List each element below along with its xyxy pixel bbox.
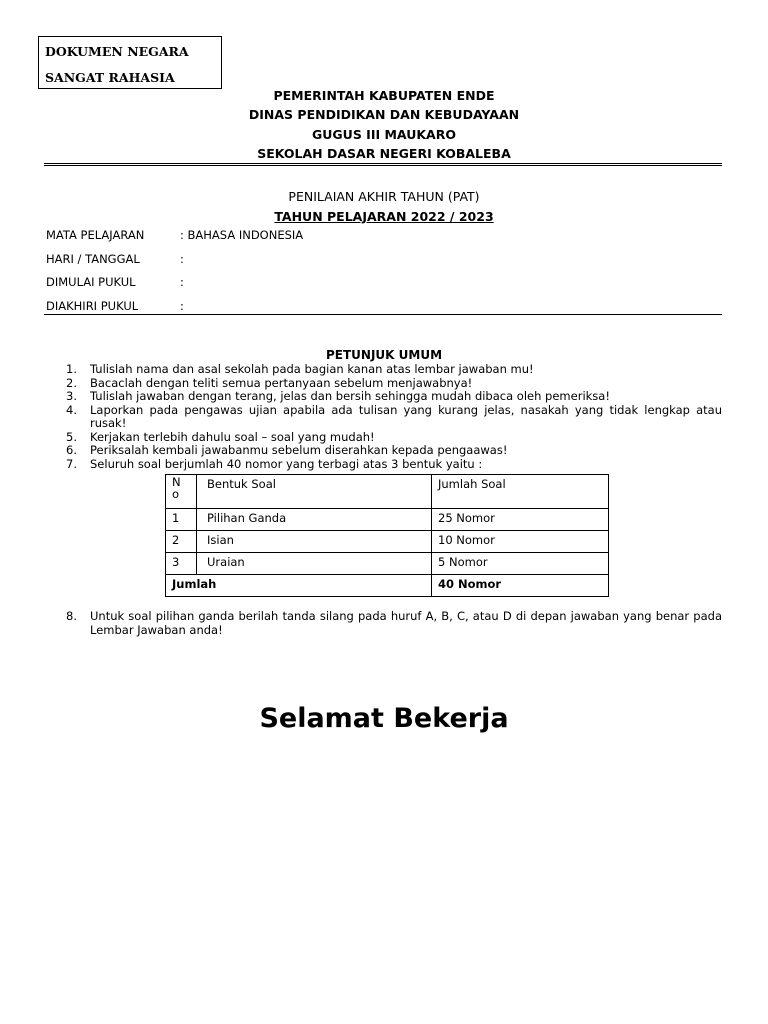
header-line-2: DINAS PENDIDIKAN DAN KEBUDAYAAN — [248, 107, 520, 122]
total-label: Jumlah — [166, 575, 432, 597]
instruction-item — [66, 404, 722, 431]
cell-no: 3 — [166, 553, 197, 575]
instruction-number: 8. — [66, 609, 77, 623]
instruction-item — [66, 444, 722, 458]
instructions-title: PETUNJUK UMUM — [325, 348, 443, 362]
info-value-end: : — [180, 299, 184, 313]
instruction-text: Laporkan pada pengawas ujian apabila ada tulisan yang kurang jelas, nasakah yang tidak lengkap atau rusak! — [90, 402, 722, 430]
header-jumlah: Jumlah Soal — [432, 475, 609, 509]
instruction-item — [66, 377, 722, 391]
instruction-number: 6. — [66, 443, 77, 457]
cell-no: 2 — [166, 531, 197, 553]
exam-year: TAHUN PELAJARAN 2022 / 2023 — [274, 209, 494, 224]
instruction-number: 1. — [66, 362, 77, 376]
instruction-text: Seluruh soal berjumlah 40 nomor yang terbagi atas 3 bentuk yaitu : — [90, 456, 483, 471]
header-rule-top — [44, 163, 722, 164]
info-rule — [44, 314, 722, 315]
cell-jumlah: 5 Nomor — [432, 553, 609, 575]
instruction-item — [66, 458, 722, 472]
header-line-1: PEMERINTAH KABUPATEN ENDE — [273, 88, 495, 103]
instruction-item — [66, 363, 722, 377]
instruction-text: Periksalah kembali jawabanmu sebelum diserahkan kepada pengaawas! — [90, 443, 508, 457]
info-label-subject: MATA PELAJARAN — [46, 228, 145, 242]
cell-jumlah: 25 Nomor — [432, 509, 609, 531]
table-total-row — [166, 575, 609, 597]
info-value-start: : — [180, 275, 184, 289]
stamp-line-2: SANGAT RAHASIA — [45, 70, 175, 85]
instruction-number: 7. — [66, 456, 77, 471]
instruction-number: 2. — [66, 375, 77, 390]
info-label-end: DIAKHIRI PUKUL — [46, 299, 139, 313]
info-label-start: DIMULAI PUKUL — [46, 275, 136, 289]
info-label-date: HARI / TANGGAL — [46, 252, 140, 266]
instruction-text: Tulislah nama dan asal sekolah pada bagian kanan atas lembar jawaban mu! — [90, 362, 534, 376]
question-types-table — [165, 474, 609, 597]
cell-bentuk: Pilihan Ganda — [197, 509, 432, 531]
instruction-item — [66, 431, 722, 445]
stamp-line-1: DOKUMEN NEGARA — [45, 44, 189, 59]
instruction-number: 4. — [66, 402, 77, 417]
table-row — [166, 509, 609, 531]
header-line-3: GUGUS III MAUKARO — [312, 127, 456, 142]
instruction-text: Tulislah jawaban dengan terang, jelas dan bersih sehingga mudah dibaca oleh pemeriksa! — [90, 389, 610, 403]
cell-no: 1 — [166, 509, 197, 531]
instruction-text: Kerjakan terlebih dahulu soal – soal yang mudah! — [90, 429, 375, 444]
header-line-4: SEKOLAH DASAR NEGERI KOBALEBA — [257, 146, 511, 161]
instructions-list-continued — [66, 610, 722, 637]
exam-title: PENILAIAN AKHIR TAHUN (PAT) — [288, 189, 480, 204]
cell-bentuk: Isian — [197, 531, 432, 553]
confidentiality-stamp — [38, 36, 222, 89]
instruction-item — [66, 390, 722, 404]
table-header-row — [166, 475, 609, 509]
instruction-text: Bacaclah dengan teliti semua pertanyaan sebelum menjawabnya! — [90, 375, 473, 390]
instruction-text: Untuk soal pilihan ganda berilah tanda silang pada huruf A, B, C, atau D di depan jawaban yang benar pada Lembar Jawaban anda! — [90, 609, 722, 637]
cell-bentuk: Uraian — [197, 553, 432, 575]
closing-message: Selamat Bekerja — [259, 703, 509, 734]
instructions-list — [66, 363, 722, 471]
header-no: N o — [166, 475, 197, 509]
instruction-number: 5. — [66, 429, 77, 444]
info-value-subject: : BAHASA INDONESIA — [180, 228, 304, 242]
instruction-item — [66, 610, 722, 637]
cell-jumlah: 10 Nomor — [432, 531, 609, 553]
instruction-number: 3. — [66, 389, 77, 403]
header-bentuk: Bentuk Soal — [197, 475, 432, 509]
total-value: 40 Nomor — [432, 575, 609, 597]
header-rule-bottom — [44, 165, 722, 166]
info-value-date: : — [180, 252, 184, 266]
table-row — [166, 553, 609, 575]
table-row — [166, 531, 609, 553]
